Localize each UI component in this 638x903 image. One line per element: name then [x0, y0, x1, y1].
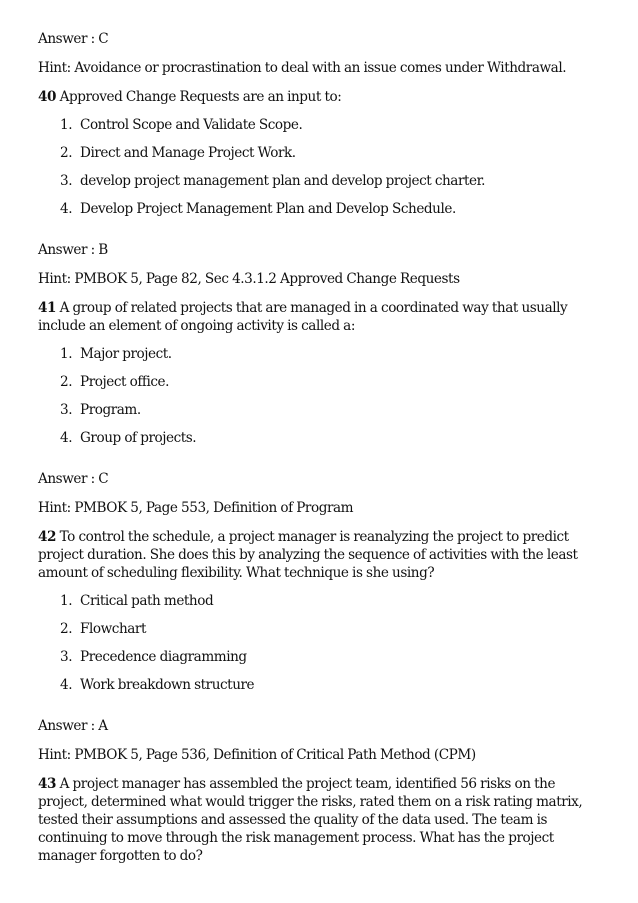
hint-line: Hint: Avoidance or procrastination to deal with an issue comes under Withdrawal. [38, 60, 567, 76]
document-page [38, 30, 598, 878]
option-text: Develop Project Management Plan and Develop Schedule. [80, 201, 456, 217]
option-number: 4. [60, 677, 73, 693]
option-text: Group of projects. [80, 430, 197, 446]
question-43 [38, 775, 598, 865]
option-item [38, 676, 598, 704]
question-body: A group of related projects that are managed in a coordinated way that usually include an element of ongoing activity is called a: [38, 300, 568, 334]
question-41 [38, 299, 598, 457]
option-list [38, 592, 598, 704]
option-item [38, 401, 598, 429]
option-text: Precedence diagramming [80, 649, 247, 665]
option-number: 4. [60, 430, 73, 446]
option-number: 3. [60, 173, 73, 189]
option-number: 3. [60, 649, 73, 665]
question-text [38, 775, 598, 865]
option-number: 4. [60, 201, 73, 217]
question-body: To control the schedule, a project manager is reanalyzing the project to predict project duration. She does this by analyzing the sequence of activities with the least amount of scheduling flexibility. What technique is she using? [38, 529, 578, 581]
option-number: 3. [60, 402, 73, 418]
option-text: Flowchart [80, 621, 146, 637]
option-number: 1. [60, 346, 73, 362]
question-text [38, 528, 598, 582]
option-item [38, 345, 598, 373]
option-item [38, 592, 598, 620]
question-body: A project manager has assembled the project team, identified 56 risks on the project, determined what would trigger the risks, rated them on a risk rating matrix, tested their assumptions and assessed the quality of the data used. The team is continuing to move through the risk management process. What has the project manager forgotten to do? [38, 776, 583, 864]
option-text: Major project. [80, 346, 172, 362]
answer-line: Answer : A [38, 718, 108, 734]
question-42 [38, 528, 598, 704]
question-body: Approved Change Requests are an input to: [56, 89, 342, 105]
option-item [38, 116, 598, 144]
question-number: 40 [38, 89, 57, 105]
option-item [38, 200, 598, 228]
hint-line: Hint: PMBOK 5, Page 82, Sec 4.3.1.2 Approved Change Requests [38, 271, 460, 287]
question-number: 43 [38, 776, 57, 792]
answer-line: Answer : C [38, 31, 109, 47]
option-text: Work breakdown structure [80, 677, 255, 693]
question-number: 41 [38, 300, 57, 316]
option-number: 1. [60, 593, 73, 609]
option-text: Critical path method [80, 593, 214, 609]
question-text [38, 88, 598, 106]
answer-line: Answer : B [38, 242, 108, 258]
option-text: Program. [80, 402, 141, 418]
option-number: 2. [60, 621, 73, 637]
option-item [38, 144, 598, 172]
option-item [38, 172, 598, 200]
question-number: 42 [38, 529, 57, 545]
option-list [38, 116, 598, 228]
option-text: Control Scope and Validate Scope. [80, 117, 303, 133]
option-item [38, 373, 598, 401]
question-text [38, 299, 598, 335]
option-list [38, 345, 598, 457]
answer-line: Answer : C [38, 471, 109, 487]
option-number: 2. [60, 145, 73, 161]
hint-line: Hint: PMBOK 5, Page 553, Definition of Program [38, 500, 354, 516]
option-item [38, 620, 598, 648]
option-text: Direct and Manage Project Work. [80, 145, 296, 161]
option-number: 1. [60, 117, 73, 133]
option-text: develop project management plan and develop project charter. [80, 173, 486, 189]
option-item [38, 648, 598, 676]
option-text: Project office. [80, 374, 170, 390]
option-number: 2. [60, 374, 73, 390]
option-item [38, 429, 598, 457]
hint-line: Hint: PMBOK 5, Page 536, Definition of Critical Path Method (CPM) [38, 747, 476, 763]
question-40 [38, 88, 598, 228]
